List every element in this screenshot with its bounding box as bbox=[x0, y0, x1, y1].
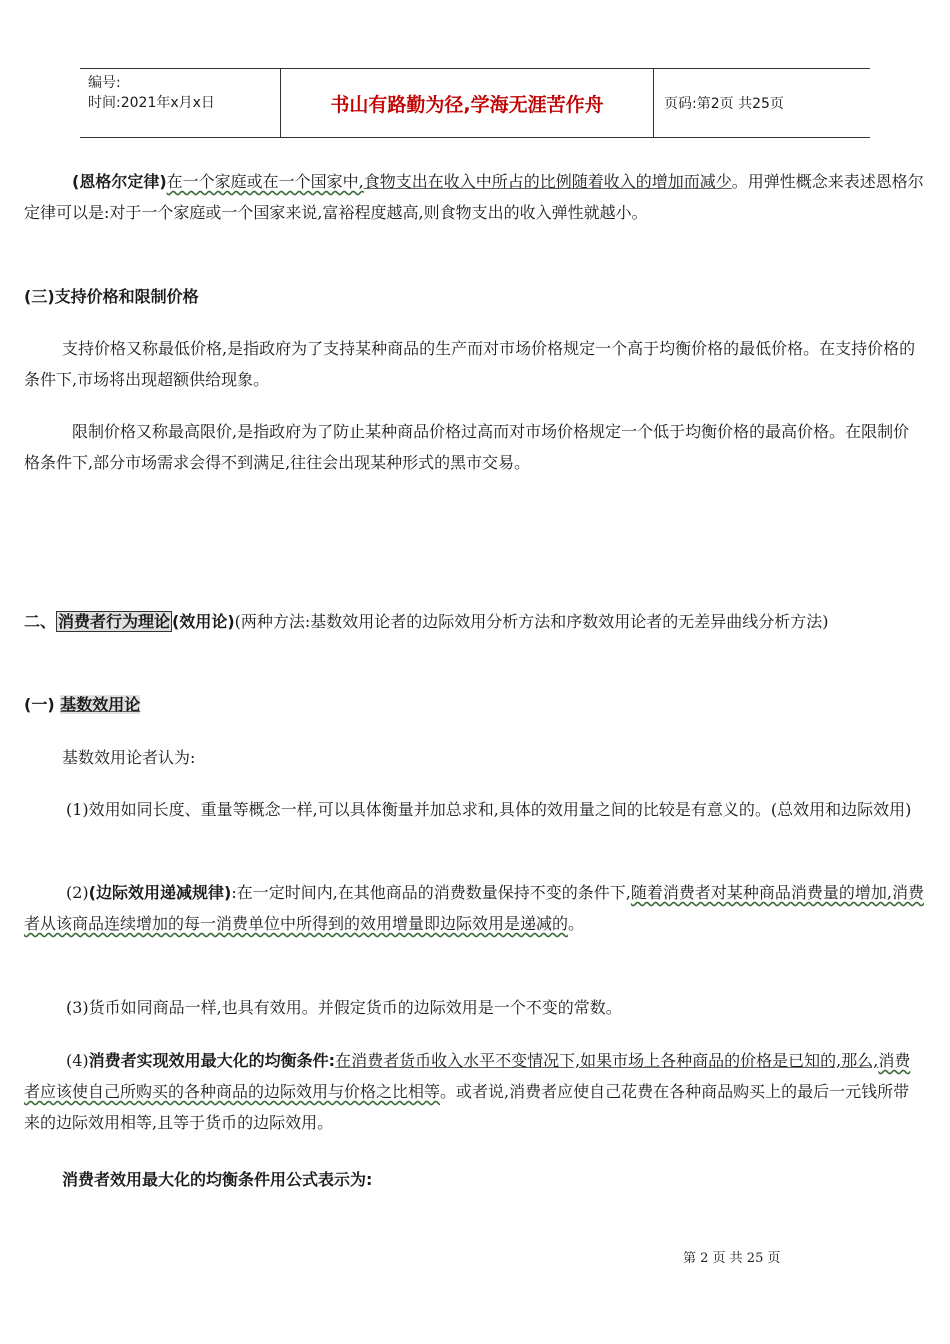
item2-text-b: 随着消费者对某种商品消费量的增加,消费者从该商品连续增加的每一消费单位中所得到的效用增量即边际效用是递减的 bbox=[24, 883, 924, 933]
header-page-info: 页码:第2页 共25页 bbox=[664, 96, 784, 112]
item4-number: (4) bbox=[66, 1051, 89, 1070]
item-1: (1)效用如同长度、重量等概念一样,可以具体衡量并加总求和,具体的效用量之间的比较是有意义的。(总效用和边际效用) bbox=[66, 800, 912, 819]
section3-heading: (三)支持价格和限制价格 bbox=[24, 287, 199, 306]
cardinal-intro: 基数效用论者认为: bbox=[62, 748, 196, 767]
engel-text-a: 在一个家庭或在一个国家中, bbox=[166, 172, 364, 191]
item2-text-c: 。 bbox=[568, 914, 585, 933]
item-3: (3)货币如同商品一样,也具有效用。并假定货币的边际效用是一个不变的常数。 bbox=[66, 998, 622, 1017]
item4-text-b: 消费者应该使自己所购买的各种商品的边际效用与价格之比相等 bbox=[24, 1051, 911, 1101]
formula-heading: 消费者效用最大化的均衡条件用公式表示为: bbox=[62, 1170, 373, 1189]
engel-term: (恩格尔定律) bbox=[72, 172, 167, 191]
section2-description: (两种方法:基数效用论者的边际效用分析方法和序数效用论者的无差异曲线分析方法) bbox=[234, 612, 829, 631]
number-label: 编号: bbox=[88, 75, 121, 91]
subsection1-heading bbox=[24, 689, 924, 720]
item2-text-a: :在一定时间内,在其他商品的消费数量保持不变的条件下, bbox=[231, 883, 631, 902]
subsection1-number: (一) bbox=[24, 695, 61, 714]
page-header bbox=[80, 68, 870, 138]
item2-term: (边际效用递减规律) bbox=[88, 883, 232, 902]
support-price-paragraph: 支持价格又称最低价格,是指政府为了支持某种商品的生产而对市场价格规定一个高于均衡价格的最低价格。在支持价格的条件下,市场将出现超额供给现象。 bbox=[24, 339, 916, 389]
engel-text-b: 食物支出在收入中所占的比例随着收入的增加而减少 bbox=[363, 172, 732, 191]
section2-title: 消费者行为理论 bbox=[58, 612, 171, 631]
engel-text-c: 。用弹性概念来表述恩格尔定律可以是:对于一个家庭或一个国家来说,富裕程度越高,则食物支出的收入弹性就越小。 bbox=[24, 172, 924, 222]
engel-paragraph bbox=[24, 166, 924, 228]
header-motto: 书山有路勤为径,学海无涯苦作舟 bbox=[280, 69, 654, 137]
date-label: 时间:2021年x月x日 bbox=[88, 95, 215, 111]
section2-subtitle: (效用论) bbox=[172, 612, 235, 631]
limit-price-paragraph: 限制价格又称最高限价,是指政府为了防止某种商品价格过高而对市场价格规定一个低于均衡价格的最高价格。在限制价格条件下,部分市场需求会得不到满足,往往会出现某种形式的黑市交易。 bbox=[24, 422, 910, 472]
subsection1-title: 基数效用论 bbox=[60, 695, 141, 714]
item4-text-c: 。或者说,消费者应使自己花费在各种商品购买上的最后一元钱所带来的边际效用相等,且等于货币的边际效用。 bbox=[24, 1082, 910, 1132]
section2-number: 二、 bbox=[24, 612, 57, 631]
header-meta bbox=[80, 69, 280, 137]
item4-text-a: 在消费者货币收入水平不变情况下,如果市场上各种商品的价格是已知的,那么, bbox=[335, 1051, 879, 1070]
item-4 bbox=[24, 1045, 924, 1138]
item2-number: (2) bbox=[66, 883, 89, 902]
item4-term: 消费者实现效用最大化的均衡条件: bbox=[88, 1051, 336, 1070]
page-footer: 第 2 页 共 25 页 bbox=[683, 1251, 781, 1266]
section2-heading bbox=[24, 606, 924, 637]
item-2 bbox=[24, 877, 924, 939]
